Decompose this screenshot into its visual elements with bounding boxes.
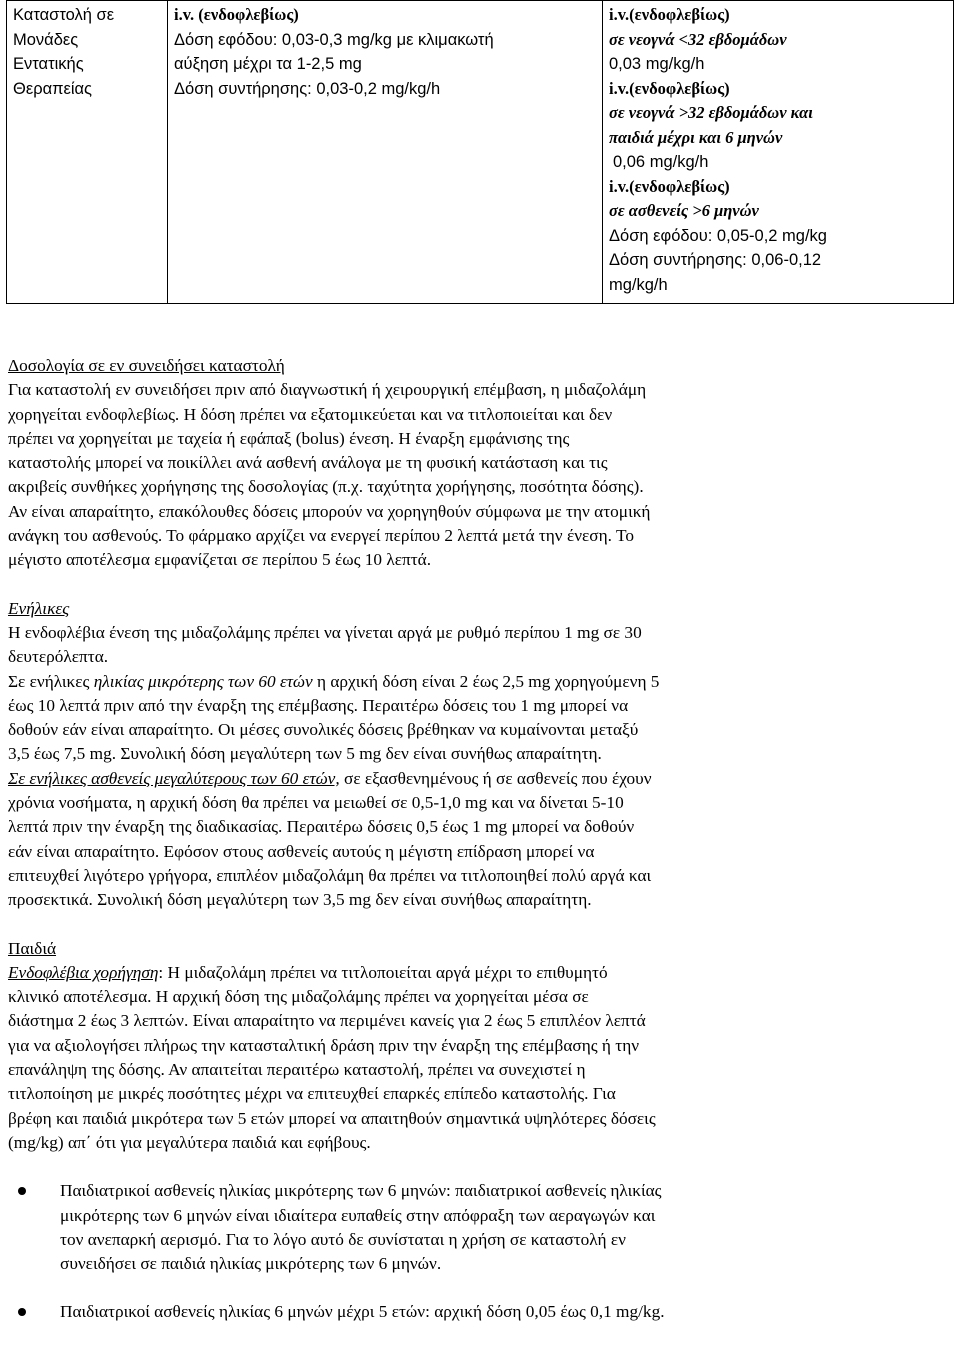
paragraph-line: συνειδήσει σε παιδιά ηλικίας μικρότερης των 6 μηνών. <box>60 1254 442 1274</box>
route-label: i.v. (ενδοφλεβίως) <box>174 5 299 24</box>
patient-group: σε νεογνά >32 εβδομάδων και <box>609 103 813 122</box>
pediatric-dose-cell <box>603 1 954 304</box>
paragraph-line: Η ενδοφλέβια ένεση της μιδαζολάμης πρέπει να γίνεται αργά με ρυθμό περίπου 1 mg σε 30 <box>8 622 642 642</box>
document-body <box>8 354 823 1325</box>
dosage-table <box>6 0 954 304</box>
paragraph-line: κλινικό αποτέλεσμα. Η αρχική δόση της μιδαζολάμης πρέπει να χορηγείται μέσα σε <box>8 987 589 1007</box>
section-heading: Δοσολογία σε εν συνειδήσει καταστολή <box>8 356 285 375</box>
text-run-italic: Ενδοφλέβια χορήγηση <box>8 962 159 982</box>
adult-dose-cell <box>168 1 603 304</box>
paragraph-line: τον ανεπαρκή αερισμό. Για το λόγο αυτό δε συνίσταται η χρήση σε καταστολή εν <box>60 1229 626 1249</box>
dose-line: Δόση εφόδου: 0,03-0,3 mg/kg με κλιμακωτή <box>174 30 494 49</box>
dose-line: αύξηση μέχρι τα 1-2,5 mg <box>174 55 362 73</box>
paragraph-line: 3,5 έως 7,5 mg. Συνολική δόση μεγαλύτερη των 5 mg δεν είναι συνήθως απαραίτητη. <box>8 744 602 764</box>
paragraph-line: Για καταστολή εν συνειδήσει πριν από διαγνωστική ή χειρουργική επέμβαση, η μιδαζολάμη <box>8 380 647 400</box>
patient-group: παιδιά μέχρι και 6 μηνών <box>609 127 783 147</box>
text-run-italic: ηλικίας μικρότερης των 60 ετών <box>93 671 313 691</box>
bullet-icon <box>18 1308 26 1316</box>
bullet-icon <box>18 1187 26 1195</box>
paragraph-line: ακριβείς συνθήκες χορήγησης της δοσολογίας (π.χ. ταχύτητα χορήγησης, ποσότητα δόσης). <box>8 477 644 497</box>
text-run-italic: Σε ενήλικες ασθενείς μεγαλύτερους των 60 ετών, <box>8 768 340 788</box>
paragraph-line: τιτλοποίηση με μικρές ποσότητες μέχρι να επιτευχθεί επαρκές επίπεδο καταστολής. Για <box>8 1084 616 1104</box>
paragraph-line: εάν είναι απαραίτητο. Εφόσον στους ασθενείς αυτούς η μέγιστη επίδραση μπορεί να <box>8 841 595 861</box>
adults-heading: Ενήλικες <box>8 598 70 618</box>
indication-line: Εντατικής <box>13 55 84 73</box>
dose-value: Δόση εφόδου: 0,05-0,2 mg/kg <box>609 226 827 245</box>
route-label: i.v.(ενδοφλεβίως) <box>609 5 730 24</box>
paragraph-line: (mg/kg) απ΄ ότι για μεγαλύτερα παιδιά και εφήβους. <box>8 1132 371 1152</box>
list-item <box>8 1179 823 1276</box>
paragraph-line: προσεκτικά. Συνολική δόση μεγαλύτερη των 3,5 mg δεν είναι συνήθως απαραίτητη. <box>8 890 592 910</box>
indication-line: Μονάδες <box>13 30 79 49</box>
paragraph-line: καταστολής μπορεί να ποικίλλει ανά ασθενή ανάλογα με τη φυσική κατάσταση και τις <box>8 453 608 473</box>
paragraph-line <box>8 767 823 791</box>
dose-value: Δόση συντήρησης: 0,06-0,12 <box>609 251 822 269</box>
paragraph-line <box>8 670 823 694</box>
list-item <box>8 1300 823 1324</box>
text-run: : Η μιδαζολάμη πρέπει να τιτλοποιείται αργά μέχρι το επιθυμητό <box>158 962 608 982</box>
paragraph-line: λεπτά πριν την έναρξη της διαδικασίας. Περαιτέρω δόσεις 0,5 έως 1 mg μπορεί να δοθούν <box>8 817 635 837</box>
patient-group: σε νεογνά <32 εβδομάδων <box>609 29 787 49</box>
text-run: σε εξασθενημένους ή σε ασθενείς που έχουν <box>339 768 652 788</box>
paragraph-line: χρόνια νοσήματα, η αρχική δόση θα πρέπει να μειωθεί σε 0,5-1,0 mg και να δίνεται 5-10 <box>8 793 624 813</box>
paragraph-line: Παιδιατρικοί ασθενείς ηλικίας 6 μηνών μέχρι 5 ετών: αρχική δόση 0,05 έως 0,1 mg/kg. <box>60 1302 665 1322</box>
paragraph-line: Αν είναι απαραίτητο, επακόλουθες δόσεις μπορούν να χορηγηθούν σύμφωνα με την ατομική <box>8 501 651 521</box>
dose-value: 0,06 mg/kg/h <box>613 153 709 171</box>
paragraph-line: Παιδιατρικοί ασθενείς ηλικίας μικρότερης των 6 μηνών: παιδιατρικοί ασθενείς ηλικίας <box>60 1181 662 1201</box>
paragraph-line: για να αξιολογήσει πλήρως την κατασταλτική δράση πριν την έναρξη της επέμβασης ή την <box>8 1035 640 1055</box>
patient-group: σε ασθενείς >6 μηνών <box>609 201 759 220</box>
text-run: η αρχική δόση είναι 2 έως 2,5 mg χορηγούμενη 5 <box>312 671 660 691</box>
paragraph-line: έως 10 λεπτά πριν από την έναρξη της επέμβασης. Περαιτέρω δόσεις του 1 mg μπορεί να <box>8 695 629 715</box>
paragraph-line: μικρότερης των 6 μηνών είναι ιδιαίτερα ευπαθείς στην απόφραξη των αεραγωγών και <box>60 1205 656 1225</box>
dose-value: 0,03 mg/kg/h <box>609 55 705 73</box>
bullet-list <box>8 1179 823 1324</box>
paragraph-line: διάστημα 2 έως 3 λεπτών. Είναι απαραίτητο να περιμένει κανείς για 2 έως 5 επιπλέον λεπτά <box>8 1011 646 1031</box>
indication-cell <box>7 1 168 304</box>
route-label: i.v.(ενδοφλεβίως) <box>609 78 730 98</box>
text-run: Σε ενήλικες <box>8 671 94 691</box>
table-row <box>7 1 954 304</box>
paragraph-line: μέγιστο αποτέλεσμα εμφανίζεται σε περίπου 5 έως 10 λεπτά. <box>8 550 432 570</box>
paragraph-line <box>8 961 823 985</box>
paragraph-line: βρέφη και παιδιά μικρότερα των 5 ετών μπορεί να απαιτηθούν σημαντικά υψηλότερες δόσεις <box>8 1108 656 1128</box>
paragraph-line: επιτευχθεί λιγότερο γρήγορα, επιπλέον μιδαζολάμη θα πρέπει να τιτλοποιηθεί πολύ αργά και <box>8 865 652 885</box>
paragraph-line: δοθούν εάν είναι απαραίτητο. Οι μέσες συνολικές δόσεις βρέθηκαν να κυμαίνονται μεταξύ <box>8 720 639 740</box>
dose-value: mg/kg/h <box>609 275 668 294</box>
children-heading: Παιδιά <box>8 938 57 958</box>
route-label: i.v.(ενδοφλεβίως) <box>609 176 730 196</box>
paragraph-line: χορηγείται ενδοφλεβίως. Η δόση πρέπει να εξατομικεύεται και να τιτλοποιείται και δεν <box>8 404 613 424</box>
paragraph-line: ανάγκη του ασθενούς. Το φάρμακο αρχίζει να ενεργεί περίπου 2 λεπτά μετά την ένεση. Το <box>8 526 634 546</box>
paragraph-line: επανάληψη της δόσης. Αν απαιτείται περαιτέρω καταστολή, πρέπει να συνεχιστεί η <box>8 1060 586 1080</box>
dose-line: Δόση συντήρησης: 0,03-0,2 mg/kg/h <box>174 79 441 98</box>
indication-line: Θεραπείας <box>13 79 93 98</box>
paragraph-line: πρέπει να χορηγείται με ταχεία ή εφάπαξ (bolus) ένεση. Η έναρξη εμφάνισης της <box>8 428 570 448</box>
indication-line: Καταστολή σε <box>13 6 115 24</box>
paragraph-line: δευτερόλεπτα. <box>8 647 109 667</box>
